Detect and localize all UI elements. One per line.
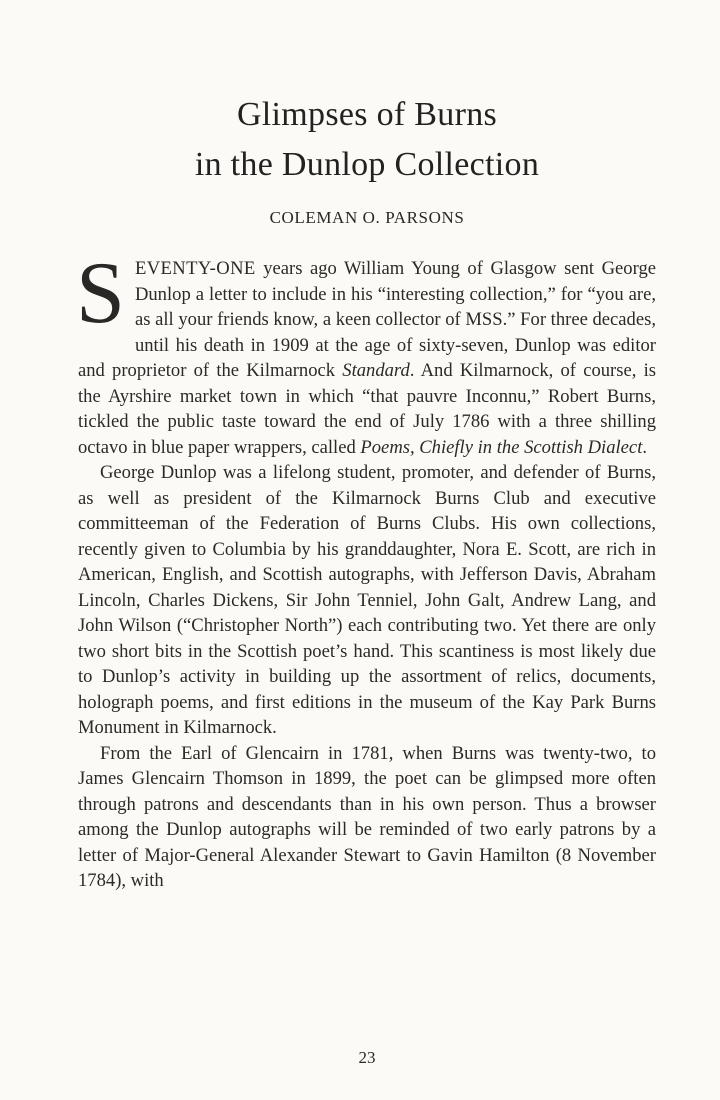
paragraph-3: From the Earl of Glencairn in 1781, when Burns was twenty-two, to James Glencairn Thomson in 1899, the poet can be glimpsed more often through patrons and descendants than in his own person. Thus a browser among the Dunlop autographs will be reminded of two early patrons by a letter of Major-General Alexander Stewart to Gavin Hamilton (8 November 1784), with (78, 742, 656, 891)
newspaper-title-italic: Standard (342, 360, 410, 381)
author-byline: COLEMAN O. PARSONS (269, 208, 465, 227)
page (78, 0, 656, 1100)
page-number: 23 (358, 1048, 376, 1067)
article-title (78, 90, 656, 190)
title-line-2: in the Dunlop Collection (194, 146, 540, 183)
paragraph-2: George Dunlop was a lifelong student, promoter, and defender of Burns, as well as president of the Kilmarnock Burns Club and executive committeeman of the Federation of Burns Clubs. His own collections, recently given to Columbia by his granddaughter, Nora E. Scott, are rich in American, English, and Scottish autographs, with Jefferson Davis, Abraham Lincoln, Charles Dickens, Sir John Tenniel, John Galt, Andrew Lang, and John Wilson (“Christopher North”) each contributing two. Yet there are only two short bits in the Scottish poet’s hand. This scantiness is most likely due to Dunlop’s activity in building up the assortment of relics, documents, holograph poems, and first editions in the museum of the Kay Park Burns Monument in Kilmarnock. (78, 462, 656, 738)
article-body (76, 245, 656, 894)
paragraph-1-text-b: . And Kilmarnock, of course, is the Ayrshire market town in which “that pauvre Inconnu,” Robert Burns, tickled the public taste toward the end of July 1786 with a three shilling octavo in blue paper wrappers, called (78, 360, 656, 458)
paragraph-1-text-c: . (642, 436, 648, 458)
title-line-1: Glimpses of Burns (236, 96, 498, 133)
paragraph-1-text-a: years ago William Young of Glasgow sent George Dunlop a letter to include in his “interesting collection,” for “you are, as all your friends know, a keen collector of MSS.” For three decades, until his death in 1909 at the age of sixty-seven, Dunlop was editor and proprietor of the Kilmarnock (78, 258, 656, 381)
opening-caps: EVENTY-ONE (134, 258, 256, 279)
title-heading (78, 90, 656, 190)
drop-cap: S (76, 245, 125, 342)
paragraph-1 (76, 245, 656, 460)
book-title-italic: Poems, Chiefly in the Scottish Dialect (360, 436, 643, 458)
